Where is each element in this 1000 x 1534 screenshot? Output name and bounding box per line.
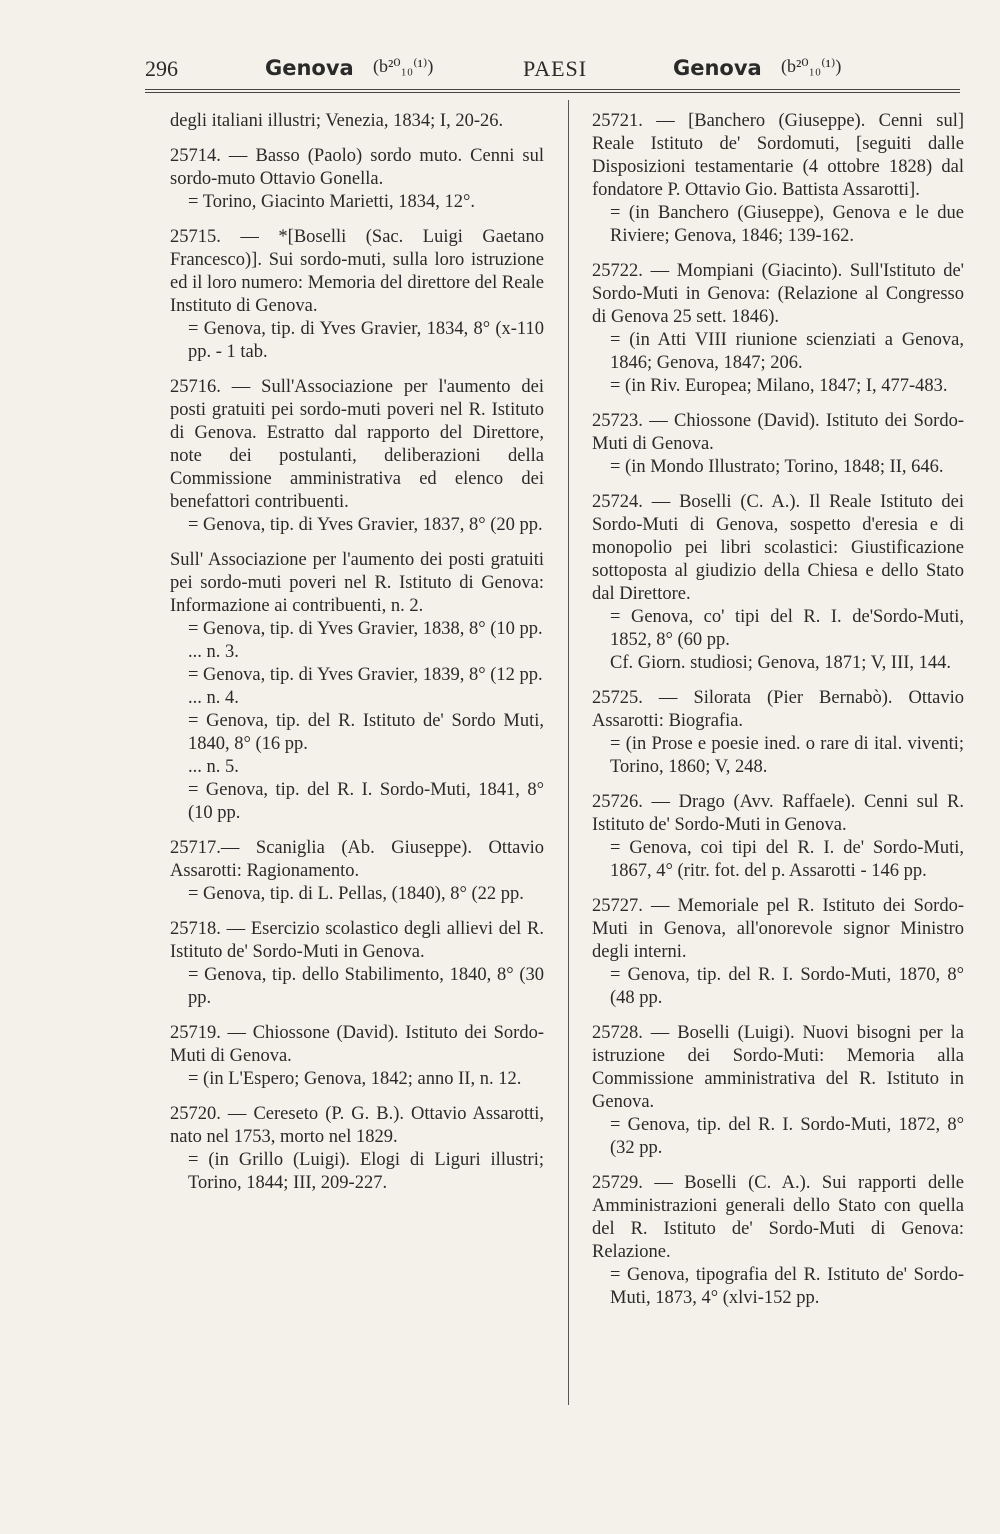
bibliography-entry — [592, 1022, 964, 1160]
bibliography-entry — [592, 410, 964, 479]
entry-text: 25718. — Esercizio scolastico degli allievi del R. Istituto de' Sordo-Muti in Genova. — [170, 919, 544, 962]
entry-text: degli italiani illustri; Venezia, 1834; I, 20-26. — [170, 111, 504, 131]
entry-imprint: = (in L'Espero; Genova, 1842; anno II, n. 12. — [188, 1069, 522, 1089]
bibliography-entry — [170, 1022, 544, 1091]
bibliography-entry — [592, 260, 964, 398]
bibliography-entry — [170, 1103, 544, 1195]
right-column — [592, 110, 964, 1322]
page-header — [145, 48, 965, 88]
right-running-title: Genova — [673, 56, 762, 80]
entry-text: 25722. — Mompiani (Giacinto). Sull'Istituto de' Sordo-Muti in Genova: (Relazione al Congresso di Genova 25 sett. 1846). — [592, 261, 964, 327]
bibliography-entry — [170, 110, 544, 133]
header-rule — [145, 89, 960, 93]
entry-imprint: = Genova, tip. del R. Istituto de' Sordo Muti, 1840, 8° (16 pp. — [188, 711, 544, 754]
entry-imprint: = Genova, coi tipi del R. I. de' Sordo-Muti, 1867, 4° (ritr. fot. del p. Assarotti - 146 pp. — [610, 838, 964, 881]
entry-text: 25726. — Drago (Avv. Raffaele). Cenni sul R. Istituto de' Sordo-Muti in Genova. — [592, 792, 964, 835]
entry-imprint: = (in Mondo Illustrato; Torino, 1848; II, 646. — [610, 457, 944, 477]
entry-imprint: ... n. 3. — [188, 642, 239, 662]
right-classification-code: (b²⁰₁₀⁽¹⁾) — [781, 56, 842, 76]
bibliography-entry — [170, 837, 544, 906]
bibliography-entry — [170, 549, 544, 825]
entry-imprint: = Genova, tip. di Yves Gravier, 1837, 8° (20 pp. — [188, 515, 543, 535]
column-divider — [568, 100, 569, 1405]
entry-text: 25719. — Chiossone (David). Istituto dei Sordo-Muti di Genova. — [170, 1023, 544, 1066]
entry-imprint: = Genova, tip. del R. I. Sordo-Muti, 1872, 8° (32 pp. — [610, 1115, 964, 1158]
entry-imprint: = Genova, tip. del R. I. Sordo-Muti, 1841, 8° (10 pp. — [188, 780, 544, 823]
entry-imprint: = Genova, tip. di Yves Gravier, 1834, 8° (x-110 pp. - 1 tab. — [188, 319, 544, 362]
entry-text: 25728. — Boselli (Luigi). Nuovi bisogni per la istruzione dei Sordo-Muti: Memoria alla Commissione amministrativa del R. Istituto in Genova. — [592, 1023, 964, 1112]
bibliography-entry — [170, 145, 544, 214]
entry-text: 25724. — Boselli (C. A.). Il Reale Istituto dei Sordo-Muti di Genova, sospetto d'eresia e di monopolio pei libri scolastici: Giustificazione sottoposta al giudizio della Chiesa e dello Stato dal Direttore. — [592, 492, 964, 604]
entry-imprint: = Genova, co' tipi del R. I. de'Sordo-Muti, 1852, 8° (60 pp. — [610, 607, 964, 650]
left-column — [170, 110, 544, 1207]
entry-text: 25729. — Boselli (C. A.). Sui rapporti delle Amministrazioni generali dello Stato con quella del R. Istituto de' Sordo-Muti di Genova: Relazione. — [592, 1173, 964, 1262]
entry-imprint: = (in Grillo (Luigi). Elogi di Liguri illustri; Torino, 1844; III, 209-227. — [188, 1150, 544, 1193]
entry-text: 25723. — Chiossone (David). Istituto dei Sordo-Muti di Genova. — [592, 411, 964, 454]
bibliography-entry — [592, 895, 964, 1010]
bibliography-entry — [170, 226, 544, 364]
page-number: 296 — [145, 56, 178, 81]
left-classification-code: (b²⁰₁₀⁽¹⁾) — [373, 56, 434, 76]
entry-imprint: = Genova, tip. di Yves Gravier, 1839, 8° (12 pp. — [188, 665, 543, 685]
entry-imprint: = Genova, tip. di L. Pellas, (1840), 8° (22 pp. — [188, 884, 524, 904]
bibliography-entry — [170, 376, 544, 537]
entry-imprint: = Genova, tip. di Yves Gravier, 1838, 8° (10 pp. — [188, 619, 543, 639]
bibliography-entry — [592, 791, 964, 883]
left-running-title: Genova — [265, 56, 354, 80]
entry-imprint: = Genova, tipografia del R. Istituto de' Sordo-Muti, 1873, 4° (xlvi-152 pp. — [610, 1265, 964, 1308]
section-heading: PAESI — [523, 56, 588, 81]
entry-text: 25721. — [Banchero (Giuseppe). Cenni sul] Reale Istituto de' Sordomuti, [seguiti dalle Disposizioni testamentarie (4 ottobre 1828) dal fondatore P. Ottavio Gio. Battista Assarotti]. — [592, 111, 964, 200]
entry-text: 25727. — Memoriale pel R. Istituto dei Sordo-Muti in Genova, all'onorevole signor Ministro degli interni. — [592, 896, 964, 962]
entry-imprint: Cf. Giorn. studiosi; Genova, 1871; V, III, 144. — [610, 653, 952, 673]
bibliography-entry — [592, 110, 964, 248]
entry-text: 25714. — Basso (Paolo) sordo muto. Cenni sul sordo-muto Ottavio Gonella. — [170, 146, 544, 189]
entry-imprint: = (in Atti VIII riunione scienziati a Genova, 1846; Genova, 1847; 206. — [610, 330, 964, 373]
entry-imprint: = Torino, Giacinto Marietti, 1834, 12°. — [188, 192, 475, 212]
entry-imprint: ... n. 5. — [188, 757, 239, 777]
entry-text: 25717.— Scaniglia (Ab. Giuseppe). Ottavio Assarotti: Ragionamento. — [170, 838, 544, 881]
entry-text: 25715. — *[Boselli (Sac. Luigi Gaetano Francesco)]. Sui sordo-muti, sulla loro istruzione ed il loro numero: Memoria del direttore del Reale Instituto di Genova. — [170, 227, 544, 316]
entry-text: Sull' Associazione per l'aumento dei posti gratuiti pei sordo-muti poveri nel R. Istituto di Genova: Informazione ai contribuenti, n. 2. — [170, 550, 544, 616]
entry-imprint: = (in Banchero (Giuseppe), Genova e le due Riviere; Genova, 1846; 139-162. — [610, 203, 964, 246]
entry-imprint: = Genova, tip. del R. I. Sordo-Muti, 1870, 8° (48 pp. — [610, 965, 964, 1008]
entry-imprint: = (in Riv. Europea; Milano, 1847; I, 477-483. — [610, 376, 948, 396]
entry-text: 25716. — Sull'Associazione per l'aumento dei posti gratuiti pei sordo-muti poveri nel R. Istituto di Genova. Estratto dal rapporto del Direttore, note dei postulanti, deliberazioni della Commissione amministrativa ed elenco dei benefattori contribuenti. — [170, 377, 544, 512]
bibliography-entry — [592, 491, 964, 675]
entry-text: 25725. — Silorata (Pier Bernabò). Ottavio Assarotti: Biografia. — [592, 688, 964, 731]
entry-imprint: ... n. 4. — [188, 688, 239, 708]
bibliography-entry — [170, 918, 544, 1010]
bibliography-entry — [592, 687, 964, 779]
entry-text: 25720. — Cereseto (P. G. B.). Ottavio Assarotti, nato nel 1753, morto nel 1829. — [170, 1104, 544, 1147]
entry-imprint: = (in Prose e poesie ined. o rare di ital. viventi; Torino, 1860; V, 248. — [610, 734, 964, 777]
entry-imprint: = Genova, tip. dello Stabilimento, 1840, 8° (30 pp. — [188, 965, 544, 1008]
bibliography-entry — [592, 1172, 964, 1310]
